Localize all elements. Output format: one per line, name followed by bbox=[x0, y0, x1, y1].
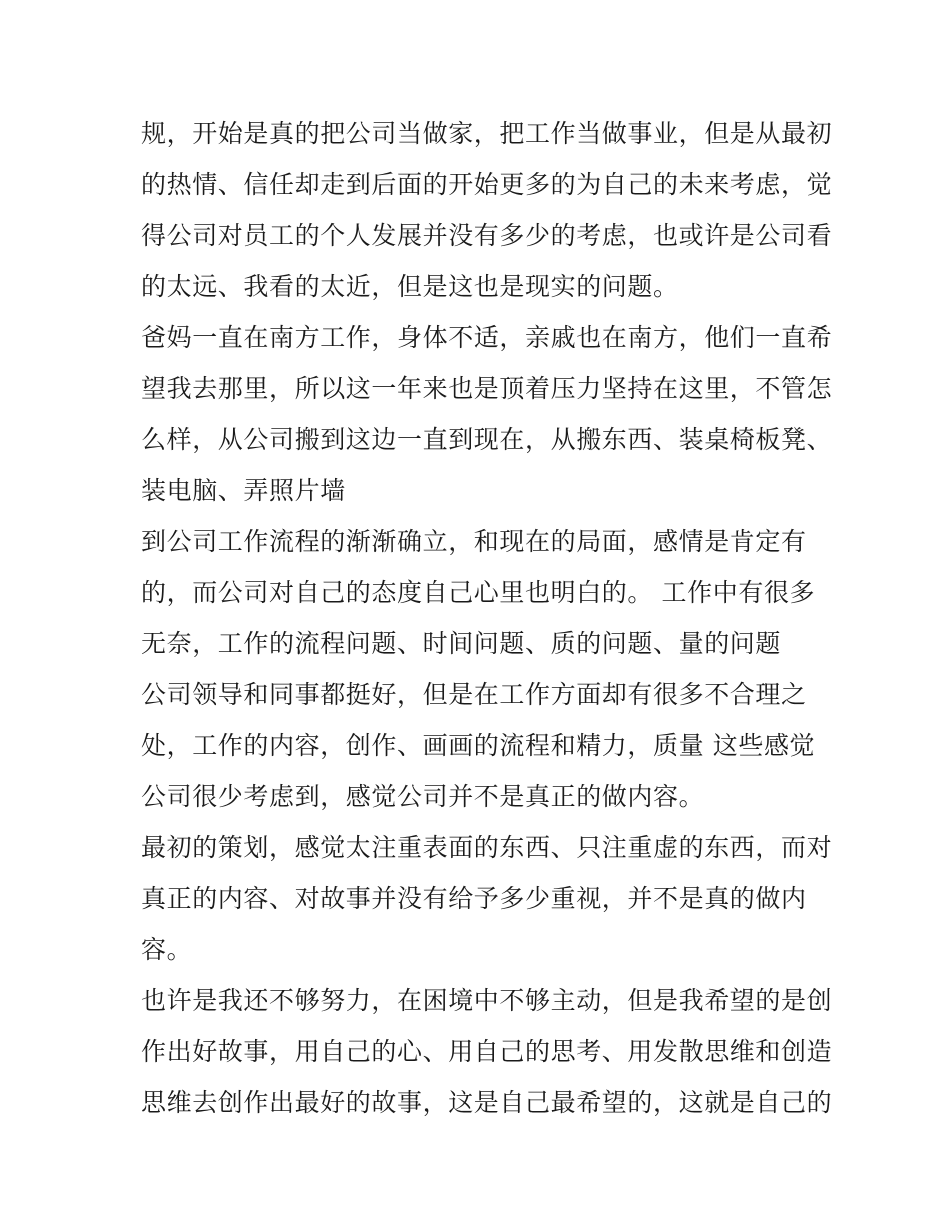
text-line: 最初的策划，感觉太注重表面的东西、只注重虚的东西，而对 bbox=[141, 833, 833, 862]
text-line: 望我去那里，所以这一年来也是顶着压力坚持在这里，不管怎 bbox=[141, 374, 833, 403]
text-line: 爸妈一直在南方工作，身体不适，亲戚也在南方，他们一直希 bbox=[141, 323, 833, 352]
text-line: 么样，从公司搬到这边一直到现在，从搬东西、装桌椅板凳、 bbox=[141, 425, 833, 454]
text-line: 得公司对员工的个人发展并没有多少的考虑，也或许是公司看 bbox=[141, 221, 833, 250]
body-text bbox=[141, 108, 833, 1128]
text-line: 公司很少考虑到，感觉公司并不是真正的做内容。 bbox=[141, 782, 705, 811]
text-line: 的，而公司对自己的态度自己心里也明白的。 工作中有很多 bbox=[141, 578, 816, 607]
text-line: 容。 bbox=[141, 935, 193, 964]
text-line: 思维去创作出最好的故事，这是自己最希望的，这就是自己的 bbox=[141, 1088, 833, 1117]
text-line: 规，开始是真的把公司当做家，把工作当做事业，但是从最初 bbox=[141, 119, 833, 148]
text-line: 处，工作的内容，创作、画画的流程和精力，质量 这些感觉 bbox=[141, 731, 816, 760]
text-line: 的热情、信任却走到后面的开始更多的为自己的未来考虑，觉 bbox=[141, 170, 833, 199]
text-line: 无奈，工作的流程问题、时间问题、质的问题、量的问题 bbox=[141, 629, 782, 658]
text-line: 作出好故事，用自己的心、用自己的思考、用发散思维和创造 bbox=[141, 1037, 833, 1066]
text-line: 公司领导和同事都挺好，但是在工作方面却有很多不合理之 bbox=[141, 680, 807, 709]
text-line: 装电脑、弄照片墙 bbox=[141, 476, 346, 505]
text-line: 的太远、我看的太近，但是这也是现实的问题。 bbox=[141, 272, 679, 301]
text-line: 也许是我还不够努力，在困境中不够主动，但是我希望的是创 bbox=[141, 986, 833, 1015]
text-line: 真正的内容、对故事并没有给予多少重视，并不是真的做内 bbox=[141, 884, 807, 913]
text-line: 到公司工作流程的渐渐确立，和现在的局面，感情是肯定有 bbox=[141, 527, 807, 556]
